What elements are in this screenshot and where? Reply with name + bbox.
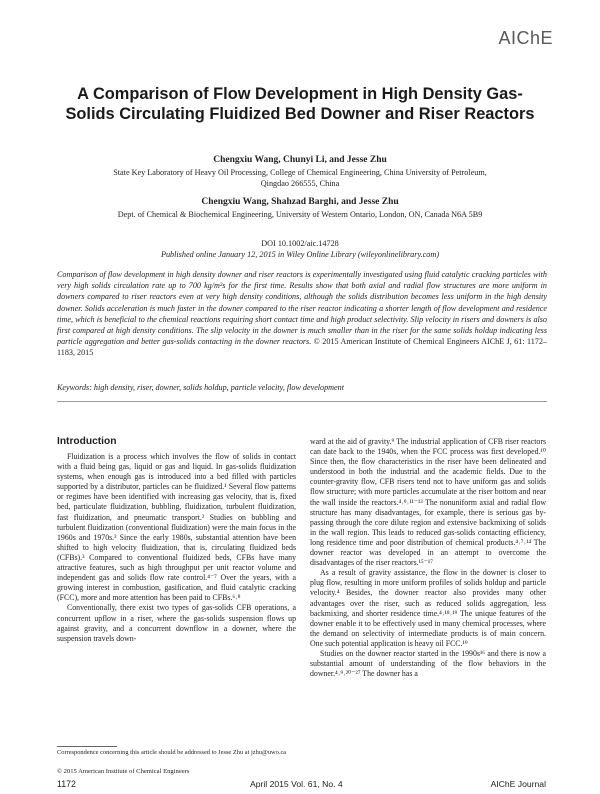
journal-logo: AIChE xyxy=(498,28,553,48)
footnote-divider xyxy=(57,746,117,747)
issue-info: April 2015 Vol. 61, No. 4 xyxy=(250,779,343,789)
page-number: 1172 xyxy=(57,779,76,789)
left-column xyxy=(57,452,296,644)
affiliation-2: Dept. of Chemical & Biochemical Engineering, University of Western Ontario, London, ON, Canada N6A 5B9 xyxy=(117,210,483,219)
journal-name: AIChE Journal xyxy=(490,779,546,789)
authors-group-1: Chengxiu Wang, Chunyi Li, and Jesse Zhu xyxy=(213,155,387,165)
affiliation-1a: State Key Laboratory of Heavy Oil Processing, College of Chemical Engineering, China University of Petroleum, xyxy=(113,168,487,177)
article-title: A Comparison of Flow Development in High Density Gas-Solids Circulating Fluidized Bed Downer and Riser Reactors xyxy=(65,85,535,123)
paragraph: Fluidization is a process which involves the flow of solids in contact with a fluid being gas, liquid or gas and liquid. In gas-solids fluidization systems, when enough gas is introduced into a bed filled with particles supported by a distributor, particles can be fluidized.¹ Several flow patterns or regimes have been identified with increasing gas velocity, that is, fixed bed, particulate fluidization, bubbling, fluidization, turbulent fluidization, fast fluidization, and pneumatic transport.² Studies on bubbling and turbulent fluidization (conventional fluidization) were the main focus in the 1960s and 1970s.³ Since the early 1980s, substantial attention have been shifted to high velocity fluidization, that is, circulating fluidized beds (CFBs).³ Compared to conventional fluidized beds, CFBs have many attractive features, such as high throughput per unit reactor volume and independent gas and solids flow rate control.⁴⁻⁷ Over the years, with a growing interest in combustion, gasification, and fluid catalytic cracking (FCC), more and more attention has been paid to CFBs.⁶˒⁸ xyxy=(57,452,296,603)
abstract xyxy=(57,269,547,359)
intro-heading: Introduction xyxy=(57,436,117,447)
keywords: Keywords: high density, riser, downer, solids holdup, particle velocity, flow development xyxy=(57,383,344,392)
paragraph: As a result of gravity assistance, the flow in the downer is closer to plug flow, resulting in more uniform profiles of solids holdup and particle velocity.⁴ Besides, the downer reactor also provides many other advantages over the riser, such as reduced solids aggregation, less backmixing, and shorter residence time.⁴˒¹⁸˒¹⁹ The unique features of the downer enable it to be effectively used in many chemical processes, where the demand on selectivity of intermediate products is of main concern. One such potential application is heavy oil FCC.¹⁹ xyxy=(310,568,546,648)
paragraph: Studies on the downer reactor started in the 1990s¹⁶ and there is now a substantial amount of understanding of the flow behaviors in the downer.⁴˒⁹˒²⁰⁻²⁷ The downer has a xyxy=(310,648,546,679)
copyright-notice: © 2015 American Institute of Chemical Engineers xyxy=(57,768,190,775)
abstract-copyright: © 2015 American Institute of Chemical Engineers AIChE J, 61: 1172–1183, 2015 xyxy=(57,337,547,358)
paragraph: Conventionally, there exist two types of gas-solids CFB operations, a concurrent upflow in a riser, where the gas-solids suspension flows up against gravity, and a concurrent downflow in a downer, where the suspension travels down- xyxy=(57,603,296,643)
authors-group-2: Chengxiu Wang, Shahzad Barghi, and Jesse Zhu xyxy=(201,197,399,207)
abstract-text: Comparison of flow development in high density downer and riser reactors is experimentally investigated using fluid catalytic cracking particles with very high solids circulation rate up to 700 kg/m²s for the first time. Results show that both axial and radial flow structures are more uniform in downers compared to riser reactors even at very high density conditions, although the solids distribution becomes less uniform in the high density downer. Solids acceleration is much faster in the downer compared to the riser reactor indicating a shorter length of flow development and residence time, which is beneficial to the chemical reactions requiring short contact time and high product selectivity. Slip velocity in risers and downers is also first compared at high density conditions. The slip velocity in the downer is much smaller than in the riser for the same solids holdup indicating less particle aggregation and better gas-solids contacting in the downer reactors. xyxy=(57,270,547,347)
correspondence-footnote: Correspondence concerning this article should be addressed to Jesse Zhu at jzhu@uwo.ca xyxy=(57,749,287,756)
right-column xyxy=(310,437,546,679)
paragraph: ward at the aid of gravity.⁹ The industrial application of CFB riser reactors can date back to the 1940s, when the FCC process was first developed.¹⁰ Since then, the flow characteristics in the riser have been delineated and understood in both the industrial and the academic fields. Due to the counter-gravity flow, CFB risers tend not to have uniform gas and solids flow structure; with more particles accumulate at the riser bottom and near the wall inside the reactors.⁴˒⁹˒¹¹⁻¹³ The nonuniform axial and radial flow structure has many disadvantages, for example, there is serious gas by-passing through the core dilute region and extensive backmixing of solids in the wall region. This leads to reduced gas-solids contacting efficiency, long residence time and poor distribution of chemical products.⁴˒⁷˒¹⁴ The downer reactor was developed in an attempt to overcome the disadvantages of the riser reactors.¹⁵⁻¹⁷ xyxy=(310,437,546,568)
affiliation-1b: Qingdao 266555, China xyxy=(260,179,340,188)
doi-line: DOI 10.1002/aic.14728 xyxy=(261,239,339,248)
publication-line: Published online January 12, 2015 in Wiley Online Library (wileyonlinelibrary.com) xyxy=(160,250,440,259)
section-divider xyxy=(57,401,547,402)
